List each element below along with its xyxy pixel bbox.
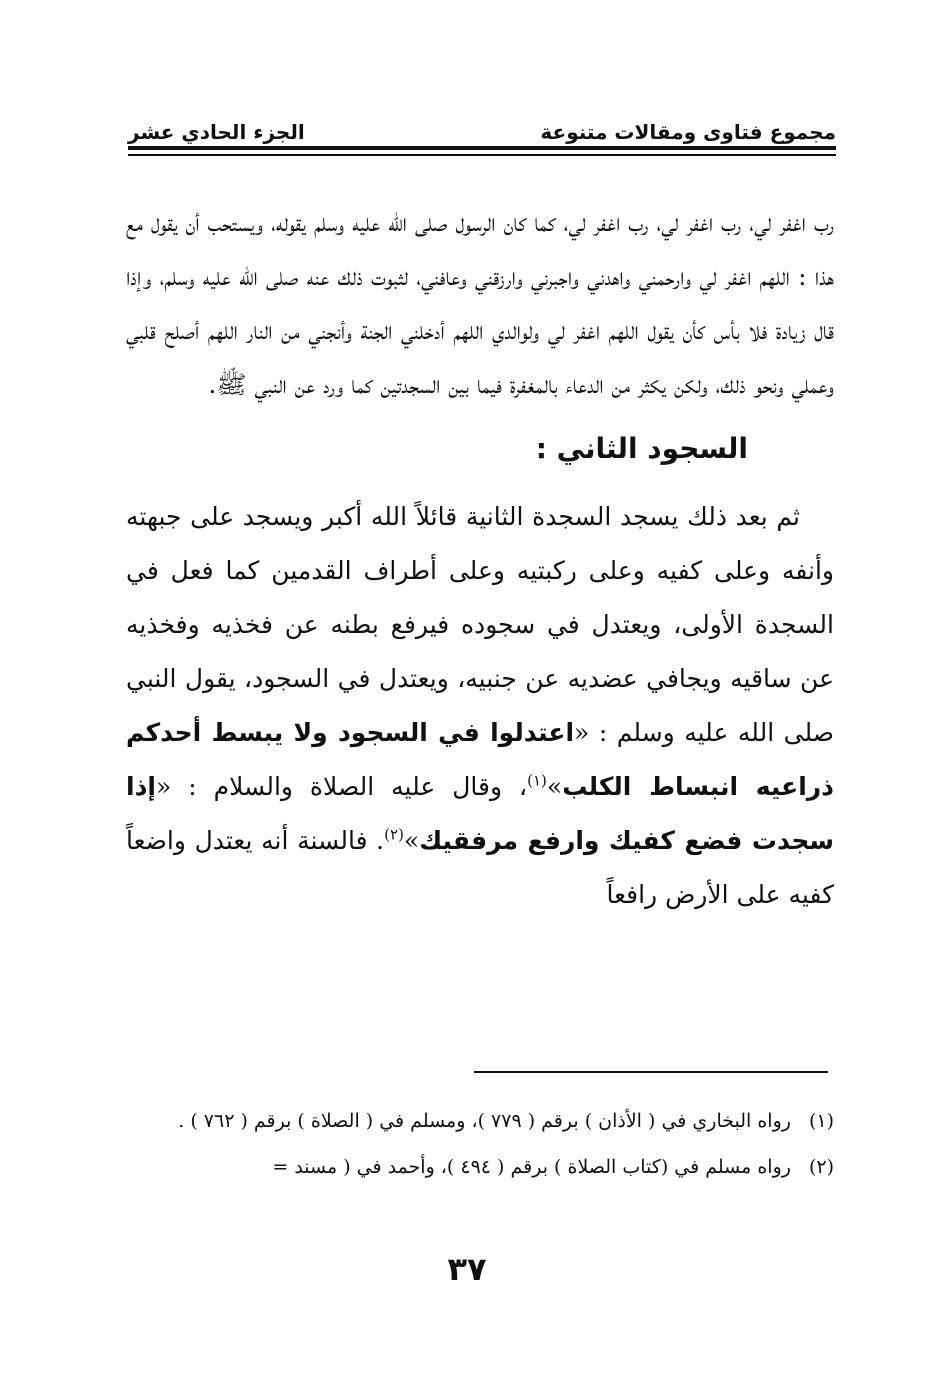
running-header xyxy=(128,108,836,144)
footnote-separator xyxy=(474,1071,828,1073)
paragraph-second-prostration xyxy=(126,490,834,922)
book-title: مجموع فتاوى ومقالات متنوعة xyxy=(540,120,836,144)
header-rule-thin xyxy=(128,154,836,156)
footnote-item xyxy=(112,1148,834,1186)
paragraph-text: . فالسنة أنه يعتدل واضعاً كفيه على الأرض رافعاً xyxy=(126,826,834,909)
main-text xyxy=(126,196,834,922)
footnote-marker: (١) xyxy=(527,771,547,790)
footnotes xyxy=(112,1102,834,1194)
header-rule-thick xyxy=(128,146,836,150)
footnote-item xyxy=(112,1102,834,1140)
page-number: ٣٧ xyxy=(447,1250,487,1288)
hadith-quote: اعتدلوا في السجود ولا يبسط أحدكم ذراعيه انبساط الكلب xyxy=(126,718,834,801)
footnote-number: (١) xyxy=(808,1110,834,1132)
quote-open-mark: « xyxy=(574,718,590,747)
quote-close-mark: » xyxy=(403,826,420,855)
footnote-text: رواه البخاري في ( الأذان ) برقم ( ٧٧٩ )، ومسلم في ( الصلاة ) برقم ( ٧٦٢ ) . xyxy=(178,1110,791,1132)
footnote-text: رواه مسلم في (كتاب الصلاة ) برقم ( ٤٩٤ )، وأحمد في ( مسند = xyxy=(272,1156,791,1178)
footnote-marker: (٢) xyxy=(384,825,404,844)
paragraph-dua: رب اغفر لي، رب اغفر لي، رب اغفر لي، كما كان الرسول صلى الله عليه وسلم يقوله، ويستحب أن يقول مع هذا : اللهم اغفر لي وارحمني واهدني واجبرني وارزقني وعافني، لثبوت ذلك عنه صلى الله عليه وسلم، وإذا قال زيادة فلا بأس كأن يقول اللهم اغفر لي ولوالدي اللهم أدخلني الجنة وأنجني من النار اللهم أصلح قلبي وعملي ونحو ذلك، ولكن يكثر من الدعاء بالمغفرة فيما بين السجدتين كما ورد عن النبي ﷺ. xyxy=(126,208,834,399)
quote-close-mark: » xyxy=(546,772,563,801)
footnote-number: (٢) xyxy=(808,1156,834,1178)
section-heading: السجود الثاني : xyxy=(535,432,748,465)
quote-open-mark: « xyxy=(155,772,172,801)
volume-label: الجزء الحادي عشر xyxy=(128,120,305,144)
paragraph-text: ، وقال عليه الصلاة والسلام : xyxy=(188,772,528,801)
hadith-quote: إذا سجدت فضع كفيك وارفع مرفقيك xyxy=(126,772,835,855)
paragraph-text: ثم بعد ذلك يسجد السجدة الثانية قائلاً الله أكبر ويسجد على جبهته وأنفه وعلى كفيه وعلى ركبتيه وعلى أطراف القدمين كما فعل في السجدة الأولى، ويعتدل في سجوده فيرفع بطنه عن فخذيه وفخذيه عن ساقيه ويجافي عضديه عن جنبيه، ويعتدل في السجود، يقول النبي صلى الله عليه وسلم : xyxy=(126,502,835,747)
